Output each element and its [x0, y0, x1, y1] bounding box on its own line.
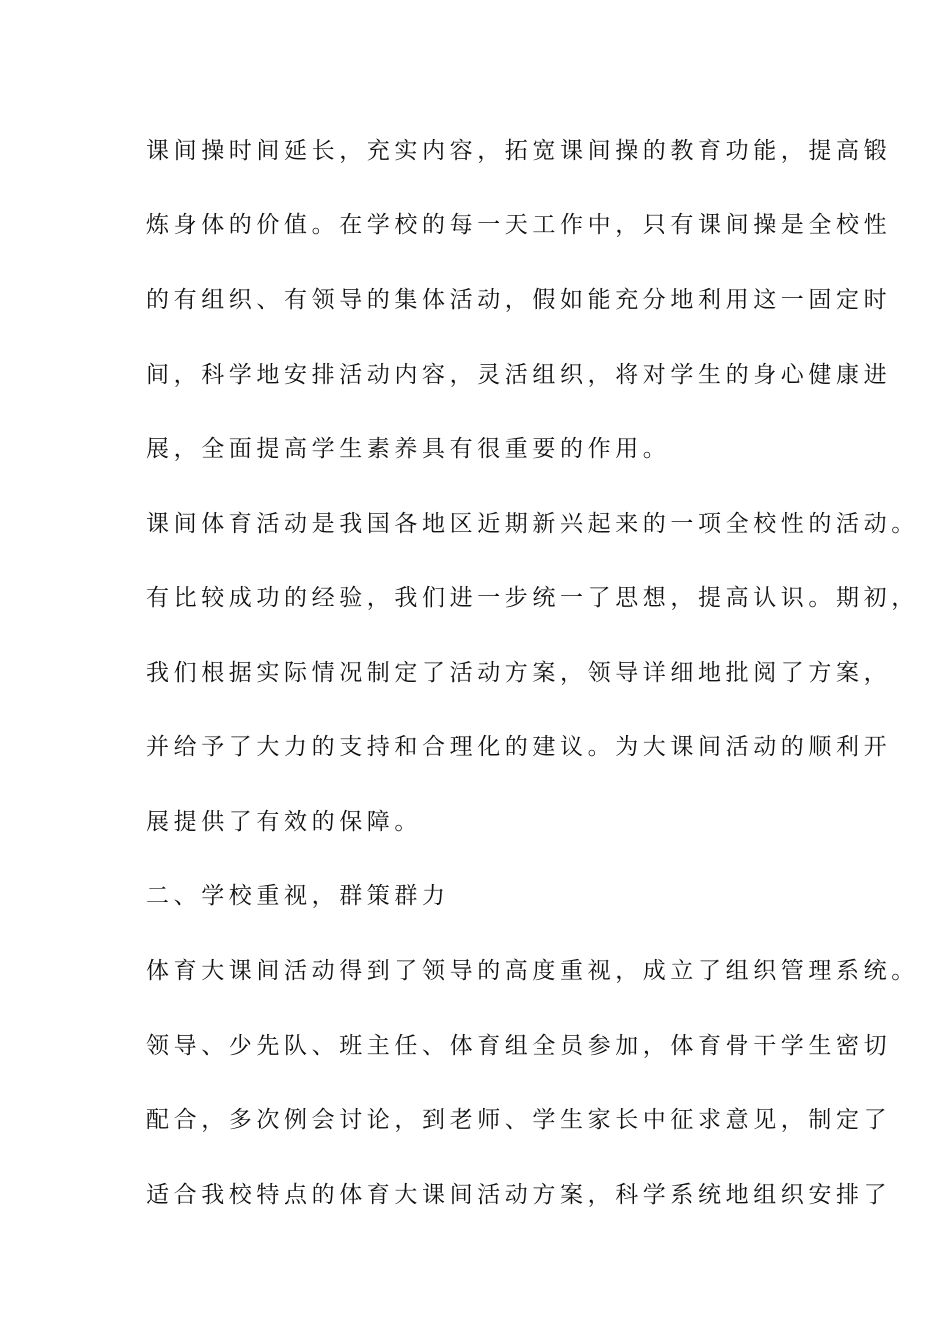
- text-line: 体育大课间活动得到了领导的高度重视，成立了组织管理系统。: [146, 958, 919, 984]
- text-line: 展提供了有效的保障。: [146, 809, 422, 835]
- text-line: 配合，多次例会讨论，到老师、学生家长中征求意见，制定了: [146, 1107, 892, 1133]
- text-line: 领导、少先队、班主任、体育组全员参加，体育骨干学生密切: [146, 1033, 892, 1059]
- section-heading: 二、学校重视，群策群力: [146, 883, 450, 909]
- text-line: 间，科学地安排活动内容，灵活组织，将对学生的身心健康进: [146, 362, 892, 388]
- text-line: 有比较成功的经验，我们进一步统一了思想，提高认识。期初，: [146, 585, 919, 611]
- text-line: 炼身体的价值。在学校的每一天工作中，只有课间操是全校性: [146, 212, 892, 238]
- text-line: 我们根据实际情况制定了活动方案，领导详细地批阅了方案，: [146, 660, 892, 686]
- text-line: 并给予了大力的支持和合理化的建议。为大课间活动的顺利开: [146, 734, 892, 760]
- text-line: 课间体育活动是我国各地区近期新兴起来的一项全校性的活动。: [146, 511, 919, 537]
- text-line: 适合我校特点的体育大课间活动方案，科学系统地组织安排了: [146, 1182, 892, 1208]
- text-line: 的有组织、有领导的集体活动，假如能充分地利用这一固定时: [146, 287, 892, 313]
- text-line: 展，全面提高学生素养具有很重要的作用。: [146, 436, 671, 462]
- text-line: 课间操时间延长，充实内容，拓宽课间操的教育功能，提高锻: [146, 138, 892, 164]
